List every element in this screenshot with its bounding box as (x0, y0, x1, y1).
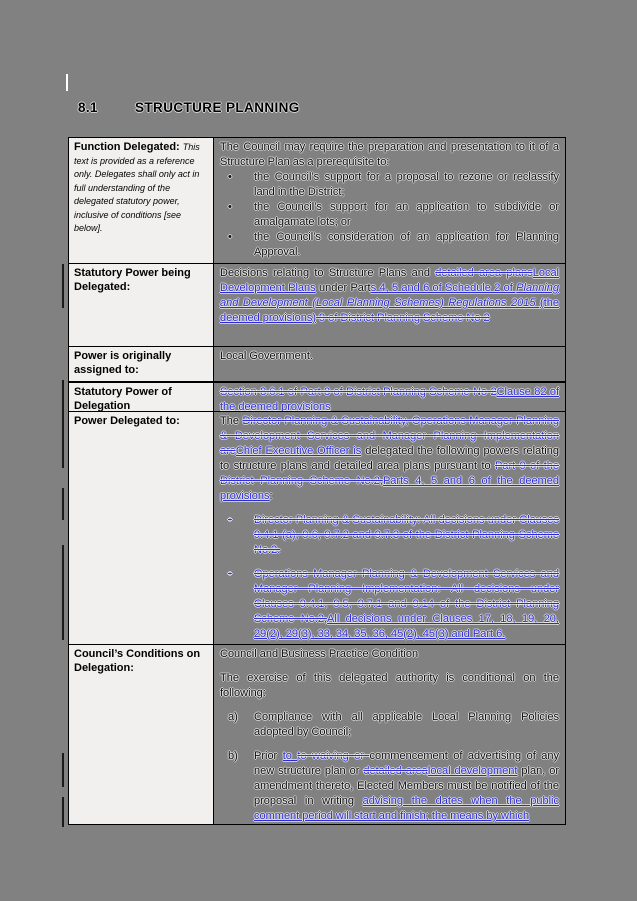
paragraph (220, 749, 559, 824)
inserted-text: (the deemed provisions) (220, 297, 559, 324)
paragraph (220, 567, 559, 642)
deleted-text: 9 of District Planning Scheme No 2 (316, 312, 490, 324)
paragraph (220, 200, 559, 230)
inserted-text: Chief Executive Officer is (235, 445, 362, 457)
section-heading (78, 100, 300, 115)
table-row-statutory-power-of-delegation (69, 381, 565, 411)
section-title: STRUCTURE PLANNING (135, 100, 300, 115)
deleted-text: to waiving or (297, 750, 370, 762)
row-label: Council’s Conditions on Delegation: (74, 648, 201, 674)
table-row-power-delegated-to (69, 411, 565, 644)
row-label: Function Delegated: (74, 141, 180, 153)
body-text: : (269, 490, 273, 502)
list-label: a) (228, 711, 238, 723)
inserted-text: Planning and Development (Local Planning Schemes) Regulations 2015 (220, 282, 559, 309)
row-label-cell (69, 264, 214, 346)
paragraph (220, 266, 559, 326)
deleted-text: detailed area (363, 765, 428, 777)
inserted-text: local development (427, 765, 518, 777)
body-text: Prior (254, 750, 283, 762)
section-number: 8.1 (78, 100, 98, 115)
body-text: the Council’s support for an application to subdivide or amalgamate lots; or (254, 201, 559, 228)
paragraph (220, 385, 559, 411)
paragraph (220, 513, 559, 558)
row-content-cell (214, 645, 565, 824)
paragraph (220, 414, 559, 504)
row-label: Statutory Power being Delegated: (74, 267, 191, 293)
table-row-statutory-power-being-delegated (69, 263, 565, 346)
change-bar (62, 488, 64, 520)
deleted-text: Director Planning & Sustainability: All decisions under Clauses 9.4.1 (a), 9.6, 9.7.2 and 9.7.3 of the District Planning Scheme No.2. (254, 514, 559, 556)
change-bar (62, 753, 64, 787)
body-text: the Council’s consideration of an application for Planning Approval. (254, 231, 559, 258)
deleted-text: Director Planning & Sustainability, Operations Manager Planning & Development Services and Manager Planning Implementation are (220, 415, 559, 457)
inserted-text: s 4, 5 and 6 of Schedule 2 of (370, 282, 517, 294)
paragraph (220, 170, 559, 200)
change-bar (62, 380, 64, 468)
text-cursor-mark (66, 74, 68, 91)
deleted-text: Operations Manager Planning & Development Services and Manager Planning Implementation: All decisions under Clauses 9.4.1, 9.5, 9.7.1 and 9.14 of the District Planning Scheme No.2, (254, 568, 559, 625)
body-text: delegated the following powers relating to structure plans and detailed area plans pursuant to (220, 445, 559, 472)
body-text: commencement of advertising of any new structure plan or (254, 750, 560, 777)
row-label: Power Delegated to: (74, 415, 180, 427)
row-label-cell (69, 383, 214, 411)
body-text: The Council may require the preparation and presentation to it of a Structure Plan as a prerequisite to: (220, 141, 559, 168)
inserted-text: Clause 82 of the deemed provisions (220, 386, 559, 411)
change-bar (62, 545, 64, 640)
inserted-text: All decisions under Clauses 17, 18, 19, 20, 29(2), 29(3), 33, 34, 35, 36, 45(2), 45(3) and Part 6. (254, 613, 559, 640)
table-row-power-originally-assigned-to (69, 346, 565, 381)
row-content-cell (214, 264, 565, 346)
body-text: plan, or amendment thereto, Elected Members must be notified of the proposal in writing (254, 765, 560, 807)
body-text: Decisions relating to Structure Plans and (220, 267, 436, 279)
body-text: Council and Business Practice Condition (220, 648, 419, 660)
change-bar (62, 264, 64, 308)
inserted-text: Parts 4, 5 and 6 of the deemed provisions (220, 475, 560, 502)
paragraph (220, 140, 559, 170)
row-label-cell (69, 645, 214, 824)
bullet-marker: • (228, 171, 232, 183)
inserted-text: advising the dates when the public comment period will start and finish; the means by which (254, 795, 560, 822)
deleted-text: Part 9 of the District Planning Scheme No.2, (220, 460, 559, 487)
deleted-text: detailed area plans (435, 267, 533, 279)
bullet-marker: • (228, 201, 232, 213)
bullet-marker: • (228, 514, 232, 526)
paragraph (220, 671, 559, 701)
change-bar (62, 797, 64, 827)
list-label: b) (228, 750, 238, 762)
inserted-text: Local Development Plans (220, 267, 559, 294)
bullet-marker: • (228, 568, 232, 580)
body-text: The (220, 415, 243, 427)
paragraph (220, 647, 559, 662)
row-label-note: This text is provided as a reference only. Delegates shall only act in full understanding of the delegated statutory power, inclusive of conditions [see below]. (74, 142, 200, 233)
row-content-cell (214, 383, 565, 411)
body-text: Local Government. (220, 350, 313, 362)
row-label-cell (69, 412, 214, 644)
paragraph (220, 230, 559, 260)
row-content-cell (214, 138, 565, 263)
delegation-table (68, 137, 566, 825)
paragraph (220, 349, 559, 364)
row-content-cell (214, 412, 565, 644)
body-text: the Council’s support for a proposal to rezone or reclassify land in the District; (254, 171, 559, 198)
inserted-text: to (282, 750, 298, 762)
body-text: Compliance with all applicable Local Planning Policies adopted by Council; (254, 711, 559, 738)
row-label: Power is originally assigned to: (74, 350, 172, 376)
paragraph (220, 710, 559, 740)
row-content-cell (214, 347, 565, 381)
row-label-cell (69, 347, 214, 381)
table-row-councils-conditions-on-delegation (69, 644, 565, 824)
body-text: under Part (315, 282, 371, 294)
bullet-marker: • (228, 231, 232, 243)
deleted-text: Section 8.6.1 of Part 8 of District Planning Scheme No 2 (220, 386, 497, 398)
body-text: The exercise of this delegated authority is conditional on the following: (220, 672, 559, 699)
row-label-cell (69, 138, 214, 263)
table-row-function-delegated (69, 138, 565, 263)
row-label: Statutory Power of Delegation (74, 386, 172, 411)
